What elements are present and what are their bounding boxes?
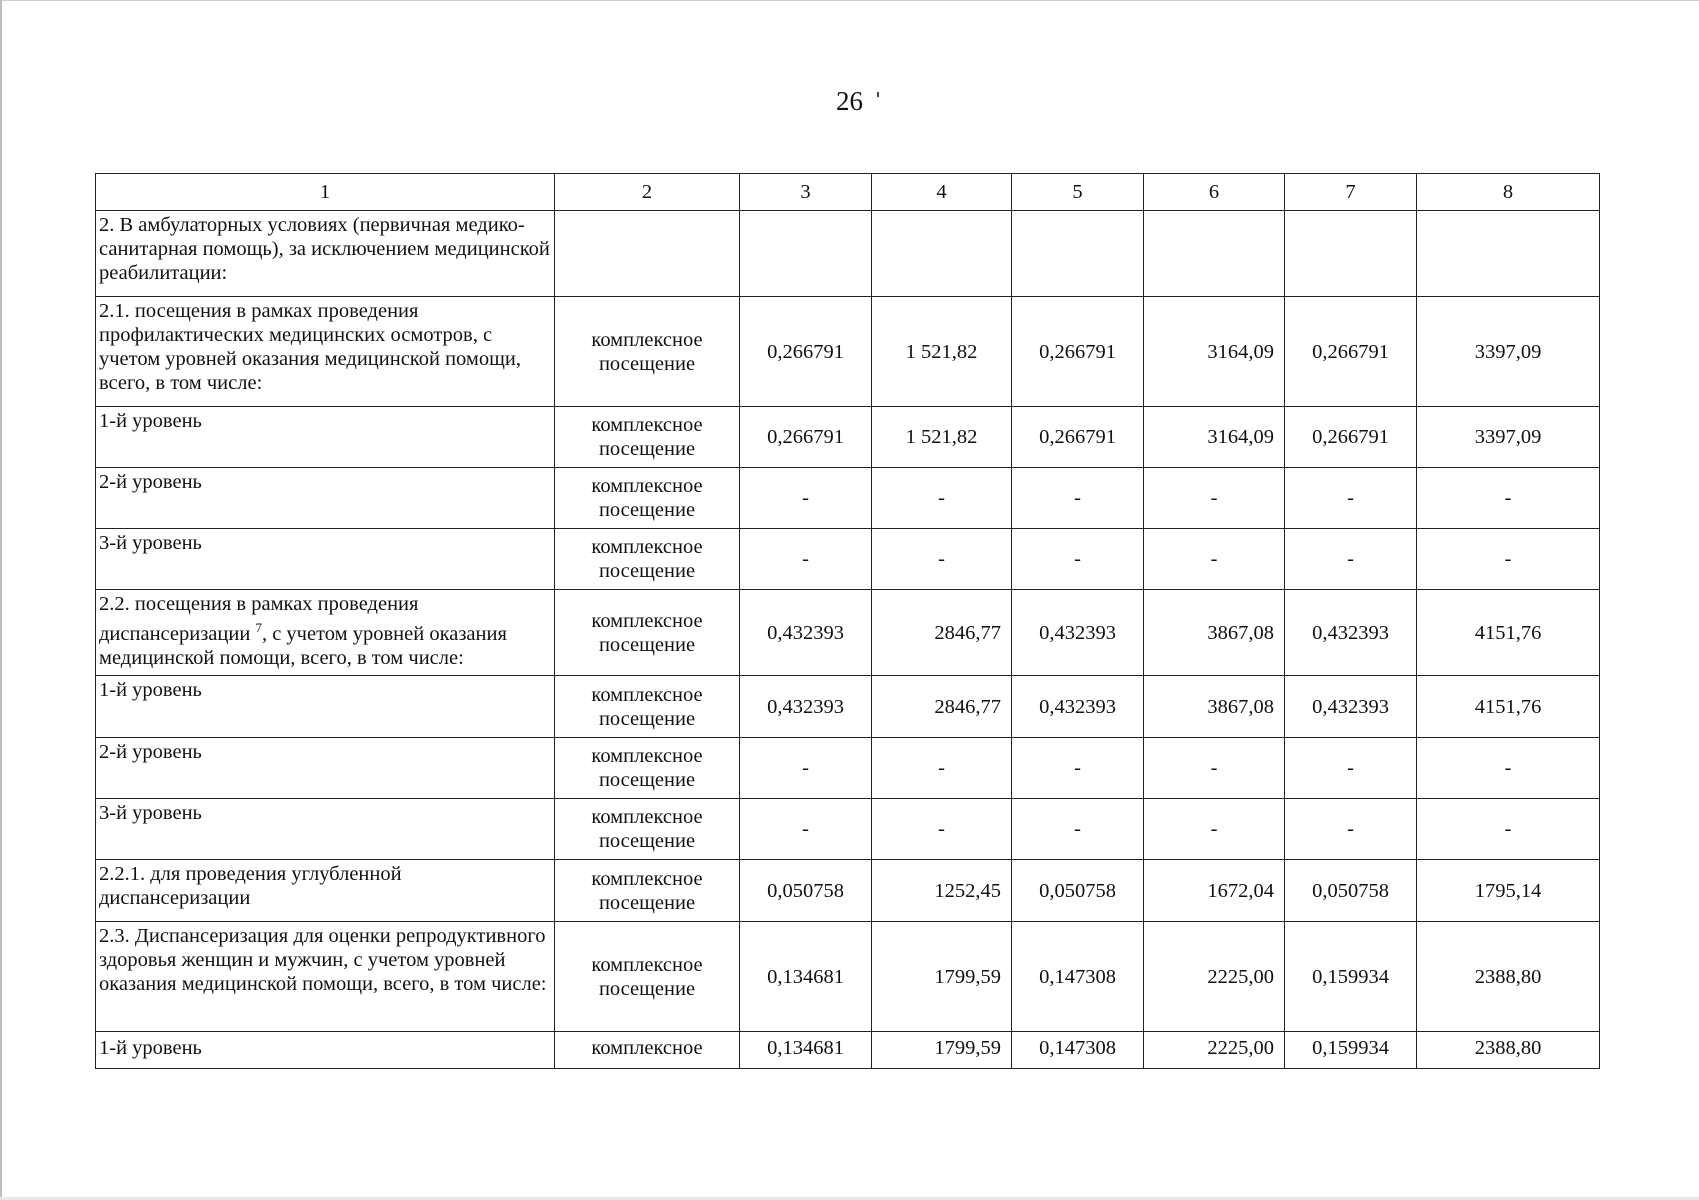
row-name: 2.3. Диспансеризация для оценки репродуктивного здоровья женщин и мужчин, с учетом уровней оказания медицинской помощи, всего, в том числе: — [96, 922, 555, 1032]
row-value-3: - — [740, 799, 872, 860]
row-value-8: 4151,76 — [1417, 590, 1600, 676]
row-value-4: - — [872, 799, 1012, 860]
header-cell-7: 7 — [1285, 174, 1417, 211]
row-value-3 — [740, 211, 872, 297]
row-value-7: - — [1285, 799, 1417, 860]
row-value-3: 0,432393 — [740, 590, 872, 676]
header-row — [96, 174, 1600, 211]
table-row — [96, 860, 1600, 922]
row-value-8: - — [1417, 738, 1600, 799]
table-row — [96, 1032, 1600, 1069]
tariff-table — [95, 173, 1600, 1069]
header-cell-5: 5 — [1012, 174, 1144, 211]
header-cell-4: 4 — [872, 174, 1012, 211]
row-value-7: 0,159934 — [1285, 1032, 1417, 1069]
row-value-4: 1 521,82 — [872, 407, 1012, 468]
table-row — [96, 738, 1600, 799]
header-cell-6: 6 — [1144, 174, 1285, 211]
row-value-3: 0,134681 — [740, 922, 872, 1032]
row-value-7: 0,432393 — [1285, 590, 1417, 676]
row-value-7: 0,050758 — [1285, 860, 1417, 922]
row-value-3: 0,432393 — [740, 676, 872, 738]
row-unit: комплексное посещение — [555, 799, 740, 860]
row-value-6: 3164,09 — [1144, 407, 1285, 468]
row-unit: комплексное посещение — [555, 676, 740, 738]
header-cell-3: 3 — [740, 174, 872, 211]
row-value-4: - — [872, 738, 1012, 799]
row-value-4: 1799,59 — [872, 922, 1012, 1032]
row-value-5: 0,147308 — [1012, 1032, 1144, 1069]
row-value-8: - — [1417, 799, 1600, 860]
table-row — [96, 211, 1600, 297]
row-unit: комплексное посещение — [555, 407, 740, 468]
row-value-4: 2846,77 — [872, 590, 1012, 676]
row-value-5: 0,147308 — [1012, 922, 1144, 1032]
table-row — [96, 468, 1600, 529]
row-value-5: 0,432393 — [1012, 590, 1144, 676]
row-name: 2.1. посещения в рамках проведения профилактических медицинских осмотров, с учетом уровней оказания медицинской помощи, всего, в том числе: — [96, 297, 555, 407]
row-value-4: 2846,77 — [872, 676, 1012, 738]
row-name: 3-й уровень — [96, 529, 555, 590]
footnote-marker: 7 — [255, 620, 262, 635]
row-unit: комплексное — [555, 1032, 740, 1069]
row-value-4 — [872, 211, 1012, 297]
scan-edge-top — [0, 0, 1699, 1]
row-value-4: 1799,59 — [872, 1032, 1012, 1069]
row-value-8: 1795,14 — [1417, 860, 1600, 922]
table-row — [96, 529, 1600, 590]
table-row — [96, 676, 1600, 738]
row-name: 2. В амбулаторных условиях (первичная медико-санитарная помощь), за исключением медицинской реабилитации: — [96, 211, 555, 297]
row-value-5 — [1012, 211, 1144, 297]
row-value-5: - — [1012, 738, 1144, 799]
row-value-5: 0,266791 — [1012, 297, 1144, 407]
row-value-5: 0,266791 — [1012, 407, 1144, 468]
header-cell-8: 8 — [1417, 174, 1600, 211]
table-row — [96, 799, 1600, 860]
row-value-7: - — [1285, 529, 1417, 590]
scan-edge-left — [0, 0, 2, 1200]
row-value-4: 1252,45 — [872, 860, 1012, 922]
row-value-7: - — [1285, 468, 1417, 529]
header-cell-1: 1 — [96, 174, 555, 211]
row-value-7 — [1285, 211, 1417, 297]
row-value-8: 4151,76 — [1417, 676, 1600, 738]
row-value-7: 0,159934 — [1285, 922, 1417, 1032]
row-value-4: 1 521,82 — [872, 297, 1012, 407]
row-unit: комплексное посещение — [555, 590, 740, 676]
row-value-6: 2225,00 — [1144, 922, 1285, 1032]
table-row — [96, 590, 1600, 676]
row-value-8: 3397,09 — [1417, 407, 1600, 468]
row-value-6: - — [1144, 799, 1285, 860]
row-value-8: - — [1417, 468, 1600, 529]
row-value-6 — [1144, 211, 1285, 297]
table-row — [96, 922, 1600, 1032]
row-name — [96, 590, 555, 676]
row-value-8: 2388,80 — [1417, 1032, 1600, 1069]
table-row — [96, 297, 1600, 407]
row-value-3: - — [740, 529, 872, 590]
row-value-3: 0,266791 — [740, 407, 872, 468]
row-value-7: 0,432393 — [1285, 676, 1417, 738]
row-value-6: 2225,00 — [1144, 1032, 1285, 1069]
row-value-6: 3164,09 — [1144, 297, 1285, 407]
row-unit: комплексное посещение — [555, 860, 740, 922]
row-name: 1-й уровень — [96, 1032, 555, 1069]
row-value-5: - — [1012, 529, 1144, 590]
row-name: 1-й уровень — [96, 676, 555, 738]
row-value-8: 2388,80 — [1417, 922, 1600, 1032]
row-value-6: - — [1144, 738, 1285, 799]
row-unit: комплексное посещение — [555, 297, 740, 407]
row-value-5: - — [1012, 799, 1144, 860]
page-number — [0, 86, 1699, 117]
page-number-text: 26 — [836, 86, 863, 116]
row-value-4: - — [872, 468, 1012, 529]
header-cell-2: 2 — [555, 174, 740, 211]
row-name: 3-й уровень — [96, 799, 555, 860]
row-name: 2-й уровень — [96, 468, 555, 529]
table-row — [96, 407, 1600, 468]
row-unit: комплексное посещение — [555, 468, 740, 529]
row-unit — [555, 211, 740, 297]
row-value-3: - — [740, 468, 872, 529]
row-unit: комплексное посещение — [555, 529, 740, 590]
row-value-6: 3867,08 — [1144, 590, 1285, 676]
row-value-4: - — [872, 529, 1012, 590]
row-value-8: 3397,09 — [1417, 297, 1600, 407]
row-value-6: 1672,04 — [1144, 860, 1285, 922]
row-value-6: - — [1144, 529, 1285, 590]
row-value-5: - — [1012, 468, 1144, 529]
row-value-3: 0,134681 — [740, 1032, 872, 1069]
row-name-text: 2.2. посещения в рамках проведения диспансеризации — [99, 593, 419, 645]
row-value-3: 0,050758 — [740, 860, 872, 922]
row-value-3: - — [740, 738, 872, 799]
row-value-6: - — [1144, 468, 1285, 529]
row-name: 2.2.1. для проведения углубленной диспансеризации — [96, 860, 555, 922]
row-value-5: 0,050758 — [1012, 860, 1144, 922]
row-value-6: 3867,08 — [1144, 676, 1285, 738]
row-value-7: - — [1285, 738, 1417, 799]
scan-mark — [877, 92, 879, 97]
row-value-3: 0,266791 — [740, 297, 872, 407]
row-unit: комплексное посещение — [555, 922, 740, 1032]
row-unit: комплексное посещение — [555, 738, 740, 799]
row-value-8: - — [1417, 529, 1600, 590]
row-name-text-cont: , с учетом уровней оказания медицинской помощи, всего, в том числе: — [99, 622, 507, 669]
row-name: 2-й уровень — [96, 738, 555, 799]
row-value-5: 0,432393 — [1012, 676, 1144, 738]
row-value-7: 0,266791 — [1285, 407, 1417, 468]
row-value-7: 0,266791 — [1285, 297, 1417, 407]
row-name: 1-й уровень — [96, 407, 555, 468]
row-value-8 — [1417, 211, 1600, 297]
